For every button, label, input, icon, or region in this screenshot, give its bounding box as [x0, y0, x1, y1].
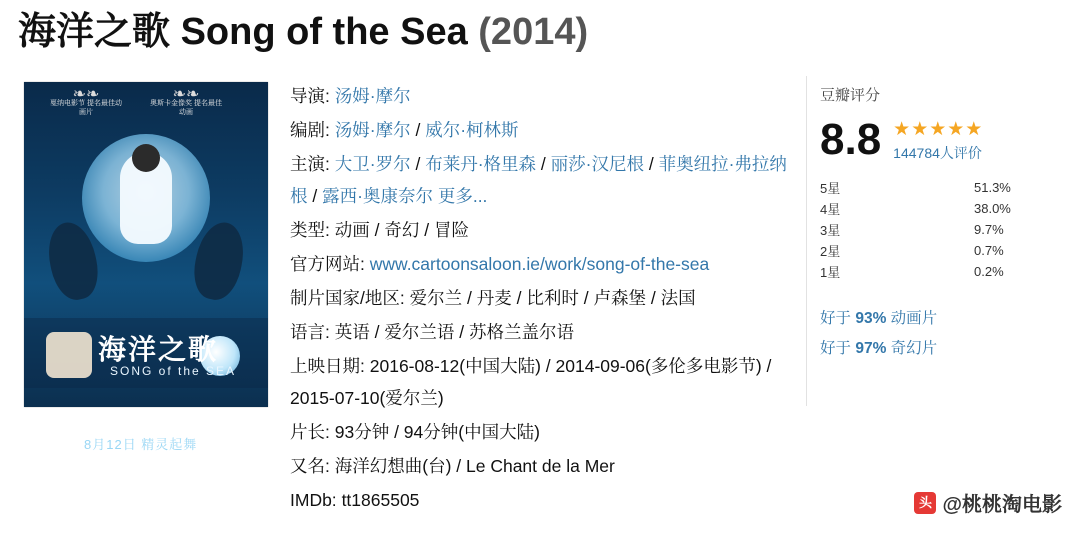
star-icon: ★★★★★ — [893, 119, 984, 140]
separator: / — [374, 322, 380, 342]
separator: / — [459, 322, 465, 342]
movie-info-list — [290, 80, 790, 518]
country-value: 卢森堡 — [593, 288, 646, 308]
rating-stars-block — [893, 119, 983, 163]
rating-bar-label: 4星 — [820, 202, 841, 217]
poster-title-cn: 海洋之歌 — [98, 334, 219, 365]
better-than-row — [820, 304, 1060, 334]
cast-more-link[interactable]: 更多... — [437, 186, 488, 206]
better-than-category[interactable]: 奇幻片 — [890, 340, 938, 357]
runtime-value: 93分钟 / 94分钟(中国大陆) — [334, 422, 540, 442]
award-laurel-left — [50, 86, 122, 117]
poster-container[interactable] — [24, 82, 268, 452]
cast-link[interactable]: 露西·奥康奈尔 — [322, 186, 433, 206]
cast-link[interactable]: 丽莎·汉尼根 — [550, 154, 644, 174]
website-label: 官方网站: — [290, 254, 365, 274]
rating-bar-track — [854, 225, 966, 234]
info-row-release — [290, 350, 790, 414]
vertical-divider — [806, 76, 807, 406]
rating-score: 8.8 — [820, 115, 882, 164]
rating-bar-row — [820, 198, 1060, 219]
separator: / — [415, 154, 421, 174]
watermark — [914, 488, 1062, 532]
cast-link[interactable]: 布莱丹·格里森 — [425, 154, 537, 174]
rating-bar-label: 3星 — [820, 223, 841, 238]
poster-title-en: SONG of the SEA — [110, 364, 237, 378]
rating-bar-label: 2星 — [820, 244, 841, 259]
separator: / — [415, 120, 421, 140]
rating-bar-track — [854, 204, 966, 213]
better-than-pct: 93% — [855, 310, 887, 327]
info-row-cast — [290, 148, 790, 212]
movie-poster[interactable] — [24, 82, 268, 452]
rating-bar-label: 1星 — [820, 265, 841, 280]
rating-bar-pct: 0.7% — [974, 243, 1004, 258]
laurel-icon: ❧❧ — [72, 86, 100, 103]
aka-label: 又名: — [290, 456, 330, 476]
poster-children-shape — [46, 332, 92, 378]
separator: / — [374, 220, 380, 240]
better-than-block — [820, 304, 1060, 364]
title-year: (2014) — [478, 11, 589, 53]
country-value: 法国 — [660, 288, 696, 308]
rating-bar-pct: 0.2% — [974, 264, 1004, 279]
language-value: 爱尔兰语 — [384, 322, 455, 342]
country-value: 爱尔兰 — [409, 288, 463, 308]
poster-release-tag: 8月12日 精灵起舞 — [84, 437, 198, 452]
writer-link[interactable]: 威尔·柯林斯 — [425, 120, 519, 140]
genre-value: 动画 — [334, 220, 370, 240]
info-row-director — [290, 80, 790, 112]
rating-bar-pct: 51.3% — [974, 180, 1011, 195]
rating-bar-track — [854, 183, 966, 192]
separator: / — [583, 288, 589, 308]
separator: / — [312, 186, 318, 206]
rating-breakdown — [820, 177, 1060, 282]
rating-title: 豆瓣评分 — [820, 87, 881, 104]
director-link[interactable]: 汤姆·摩尔 — [334, 86, 411, 106]
info-row-language — [290, 316, 790, 348]
rating-bar-track — [854, 246, 966, 255]
genre-label: 类型: — [290, 220, 330, 240]
separator: / — [650, 288, 656, 308]
separator: / — [540, 154, 546, 174]
page-title — [18, 8, 588, 56]
watermark-text: @桃桃淘电影 — [942, 494, 1062, 516]
rating-panel — [820, 70, 1060, 364]
rating-bar-pct: 38.0% — [974, 201, 1011, 216]
rating-bar-label: 5星 — [820, 181, 841, 196]
imdb-value[interactable]: tt1865505 — [341, 490, 420, 510]
info-row-writer — [290, 114, 790, 146]
rating-bar-row — [820, 240, 1060, 261]
better-than-row — [820, 334, 1060, 364]
award-right-text: 奥斯卡金像奖 提名最佳动画 — [150, 100, 222, 116]
writer-label: 编剧: — [290, 120, 330, 140]
cast-label: 主演: — [290, 154, 330, 174]
rating-bar-pct: 9.7% — [974, 222, 1004, 237]
country-value: 丹麦 — [476, 288, 512, 308]
release-value: 2016-08-12(中国大陆) / 2014-09-06(多伦多电影节) / 2015-07-10(爱尔兰) — [290, 356, 772, 408]
country-value: 比利时 — [526, 288, 579, 308]
poster-head-shape — [132, 144, 160, 172]
rating-bar-row — [820, 219, 1060, 240]
title-chinese: 海洋之歌 — [18, 11, 171, 53]
rating-bar-row — [820, 177, 1060, 198]
rating-bar-row — [820, 261, 1060, 282]
imdb-label: IMDb: — [290, 490, 337, 510]
language-value: 苏格兰盖尔语 — [469, 322, 574, 342]
release-label: 上映日期: — [290, 356, 365, 376]
separator: / — [424, 220, 430, 240]
genre-value: 奇幻 — [384, 220, 420, 240]
runtime-label: 片长: — [290, 422, 330, 442]
rating-bar-track — [854, 267, 966, 276]
rating-score-row — [820, 117, 1060, 163]
info-row-runtime — [290, 416, 790, 448]
language-value: 英语 — [334, 322, 370, 342]
language-label: 语言: — [290, 322, 330, 342]
info-row-imdb — [290, 484, 790, 516]
info-row-website — [290, 248, 790, 280]
separator: / — [648, 154, 654, 174]
cast-link[interactable]: 大卫·罗尔 — [334, 154, 411, 174]
better-than-prefix: 好于 — [820, 340, 852, 357]
aka-value: 海洋幻想曲(台) / Le Chant de la Mer — [334, 456, 615, 476]
award-laurel-right — [150, 86, 222, 117]
writer-link[interactable]: 汤姆·摩尔 — [334, 120, 411, 140]
cast-link[interactable]: 菲奥纽拉·弗拉纳根 — [290, 154, 787, 206]
info-row-genre — [290, 214, 790, 246]
info-row-aka — [290, 450, 790, 482]
genre-value: 冒险 — [434, 220, 469, 240]
director-label: 导演: — [290, 86, 330, 106]
better-than-prefix: 好于 — [820, 310, 852, 327]
laurel-icon: ❧❧ — [172, 86, 200, 103]
separator: / — [516, 288, 522, 308]
better-than-category[interactable]: 动画片 — [890, 310, 938, 327]
website-link[interactable]: www.cartoonsaloon.ie/work/song-of-the-sea — [369, 254, 710, 274]
country-label: 制片国家/地区: — [290, 288, 405, 308]
info-row-country — [290, 282, 790, 314]
separator: / — [466, 288, 472, 308]
award-left-text: 戛纳电影节 提名最佳动画片 — [50, 100, 122, 116]
better-than-pct: 97% — [855, 340, 887, 357]
title-english: Song of the Sea — [180, 11, 468, 53]
rating-votes[interactable]: 144784人评价 — [893, 145, 982, 161]
toutiao-icon: 头条 — [914, 492, 936, 514]
content-area — [0, 70, 1080, 525]
